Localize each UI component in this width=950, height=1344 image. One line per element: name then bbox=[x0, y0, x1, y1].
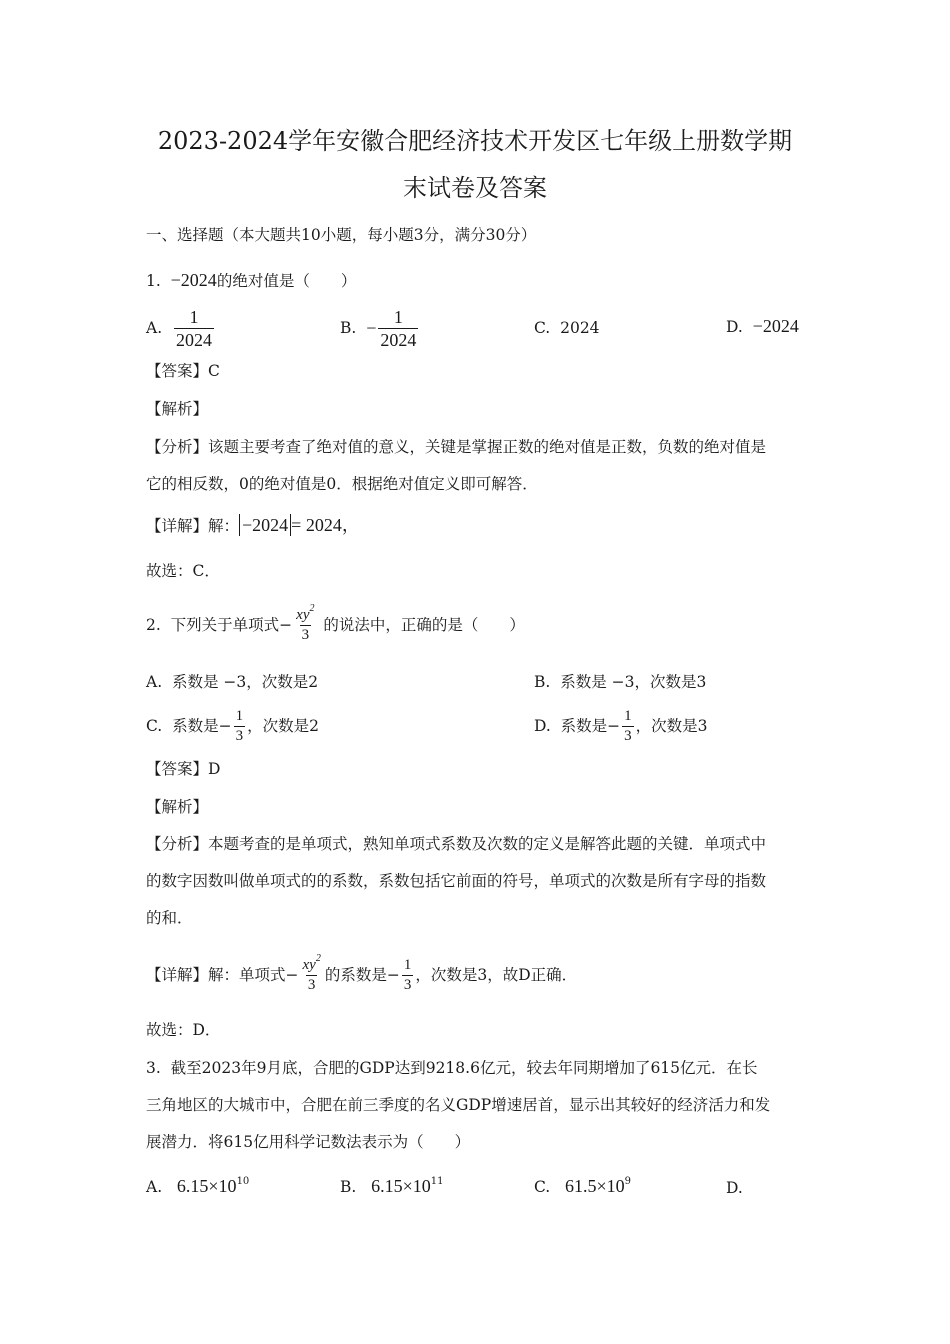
q3-option-d bbox=[726, 1178, 743, 1198]
detail-suffix: ，次数是3，故D正确． bbox=[415, 966, 578, 984]
q2-detail-fraction bbox=[402, 958, 414, 993]
q2-stem-suffix: 的说法中，正确的是（ ） bbox=[323, 616, 525, 634]
detail-prefix: 【详解】解：单项式− bbox=[146, 966, 299, 984]
q3-line3: 展潜力．将615亿用科学记数法表示为（ ） bbox=[146, 1133, 471, 1151]
option-prefix: 系数是− bbox=[560, 717, 621, 735]
option-label: C. bbox=[146, 717, 163, 735]
q1-option-d bbox=[726, 316, 799, 337]
option-suffix: ，次数是2 bbox=[247, 717, 319, 735]
numerator bbox=[301, 952, 323, 975]
q1-option-b bbox=[340, 306, 420, 350]
exponent: 9 bbox=[624, 1176, 632, 1187]
numerator: 1 bbox=[189, 306, 199, 327]
q2-analysis-line2: 的数字因数叫做单项式的的系数，系数包括它前面的符号，单项式的次数是所有字母的指数 bbox=[146, 872, 767, 890]
option-suffix: ，次数是3 bbox=[635, 717, 708, 735]
q1-choice: 故选：C． bbox=[146, 562, 220, 580]
denominator: 3 bbox=[301, 626, 310, 643]
exponent: 10 bbox=[236, 1176, 250, 1187]
doc-title-line1: 2023-2024学年安徽合肥经济技术开发区七年级上册数学期 bbox=[157, 127, 793, 155]
q3-option-a bbox=[146, 1176, 249, 1197]
option-label: A. bbox=[146, 673, 163, 691]
option-label: D. bbox=[726, 318, 743, 336]
q1-option-b-fraction bbox=[378, 308, 418, 349]
q3-text-line1: 截至2023年9月底，合肥的GDP达到9218.6亿元，较去年同期增加了615亿元．在长 bbox=[170, 1059, 758, 1077]
doc-title-line2: 末试卷及答案 bbox=[403, 174, 547, 202]
detail-result: = 2024， bbox=[291, 515, 360, 535]
q3-line1 bbox=[146, 1058, 758, 1078]
option-base: 6.15×10 bbox=[176, 1176, 237, 1196]
option-text: 2024 bbox=[560, 319, 600, 337]
q2-detail bbox=[146, 950, 577, 1000]
q2-option-c-fraction bbox=[234, 709, 246, 744]
monomial-vars: xy bbox=[302, 956, 316, 973]
monomial-vars: xy bbox=[296, 606, 310, 623]
option-base: 61.5×10 bbox=[565, 1176, 625, 1196]
numerator: 1 bbox=[624, 707, 632, 724]
q1-jiexi: 【解析】 bbox=[146, 400, 209, 418]
option-base: 6.15×10 bbox=[371, 1176, 431, 1196]
absolute-value-expr: −2024 bbox=[239, 514, 291, 536]
q1-expr: −2024 bbox=[170, 270, 217, 290]
denominator: 3 bbox=[235, 727, 244, 744]
minus-sign: − bbox=[366, 318, 377, 338]
q1-option-c bbox=[534, 318, 600, 338]
detail-prefix: 【详解】解： bbox=[146, 517, 240, 535]
exponent: 2 bbox=[315, 952, 321, 964]
q1-analysis-line2: 它的相反数，0的绝对值是0．根据绝对值定义即可解答． bbox=[146, 475, 538, 493]
option-label: A. bbox=[146, 1178, 163, 1196]
option-label: C. bbox=[534, 319, 551, 337]
option-label: B. bbox=[340, 319, 357, 337]
exponent: 11 bbox=[430, 1176, 444, 1187]
q2-analysis-line1: 【分析】本题考查的是单项式，熟知单项式系数及次数的定义是解答此题的关键．单项式中 bbox=[146, 835, 767, 853]
q1-option-a bbox=[146, 306, 216, 350]
option-label: C. bbox=[534, 1178, 551, 1196]
q1-detail bbox=[146, 514, 360, 536]
q2-stem-prefix: 下列关于单项式− bbox=[170, 616, 293, 634]
option-text: 系数是 −3，次数是2 bbox=[171, 673, 319, 691]
q1-number: 1. bbox=[146, 272, 161, 290]
numerator: 1 bbox=[403, 956, 412, 973]
q2-choice: 故选：D． bbox=[146, 1021, 221, 1039]
q2-number: 2. bbox=[146, 616, 161, 634]
option-label: A. bbox=[146, 319, 163, 337]
q2-option-b bbox=[534, 672, 706, 692]
denominator: 3 bbox=[624, 727, 632, 744]
q2-option-a bbox=[146, 672, 318, 692]
option-label: B. bbox=[534, 673, 551, 691]
q1-option-a-fraction bbox=[174, 308, 214, 349]
option-label: D. bbox=[726, 1179, 743, 1197]
q3-option-c bbox=[534, 1176, 631, 1197]
detail-middle: 的系数是− bbox=[324, 966, 400, 984]
option-text: −2024 bbox=[752, 316, 799, 336]
q2-analysis-line3: 的和． bbox=[146, 909, 193, 927]
q1-stem-text: 的绝对值是（ ） bbox=[216, 272, 357, 290]
q3-line2: 三角地区的大城市中，合肥在前三季度的名义GDP增速居首，显示出其较好的经济活力和发 bbox=[146, 1096, 771, 1114]
q2-option-c bbox=[146, 704, 319, 748]
q2-option-d-fraction bbox=[622, 709, 634, 744]
q1-stem bbox=[146, 270, 356, 291]
q2-answer: 【答案】D bbox=[146, 760, 221, 778]
numerator bbox=[294, 602, 316, 625]
q3-number: 3. bbox=[146, 1059, 161, 1077]
q1-answer: 【答案】C bbox=[146, 362, 220, 380]
q3-option-b bbox=[340, 1176, 444, 1197]
option-prefix: 系数是− bbox=[172, 717, 232, 735]
q2-option-d bbox=[534, 704, 708, 748]
q2-stem bbox=[146, 600, 525, 650]
denominator: 3 bbox=[403, 976, 412, 993]
denominator: 3 bbox=[307, 976, 316, 993]
q2-jiexi: 【解析】 bbox=[146, 798, 209, 816]
numerator: 1 bbox=[235, 707, 244, 724]
denominator: 2024 bbox=[175, 329, 212, 350]
section-heading: 一、选择题（本大题共10小题，每小题3分，满分30分） bbox=[146, 226, 537, 244]
option-label: D. bbox=[534, 717, 551, 735]
q2-monomial bbox=[294, 602, 316, 643]
option-text: 系数是 −3，次数是3 bbox=[560, 673, 707, 691]
exponent: 2 bbox=[309, 602, 315, 614]
denominator: 2024 bbox=[380, 329, 417, 350]
numerator: 1 bbox=[393, 306, 403, 327]
q2-detail-monomial bbox=[301, 952, 323, 993]
option-label: B. bbox=[340, 1178, 357, 1196]
q1-analysis-line1: 【分析】该题主要考查了绝对值的意义，关键是掌握正数的绝对值是正数，负数的绝对值是 bbox=[146, 438, 767, 456]
